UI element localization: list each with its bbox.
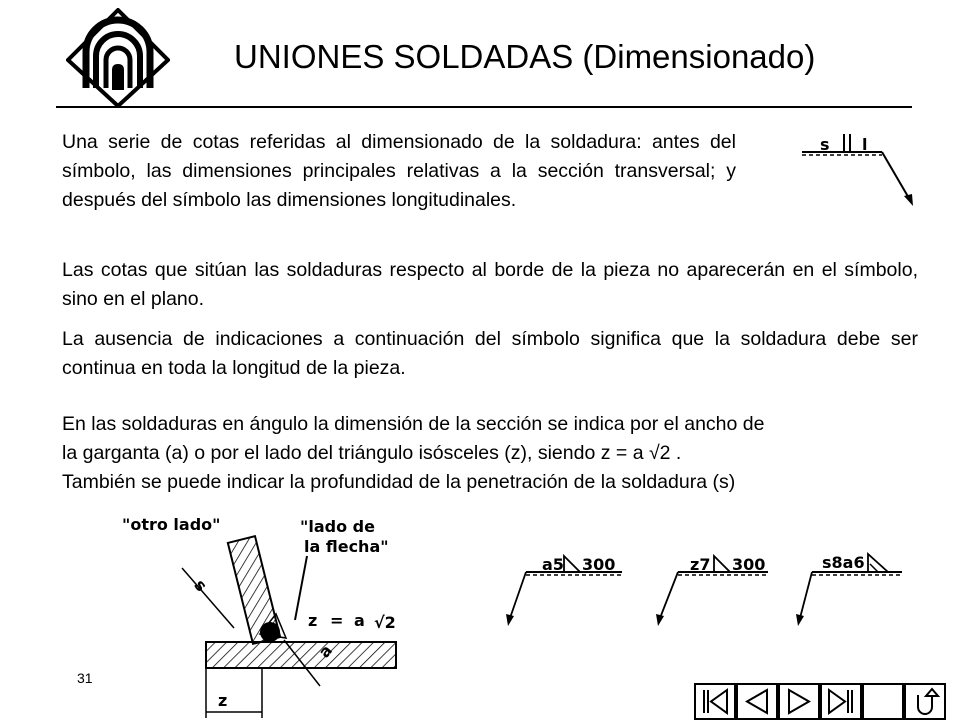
spacer-button bbox=[862, 683, 904, 720]
fillet-weld-section-diagram bbox=[100, 508, 420, 720]
paragraph-dimension-order: Una serie de cotas referidas al dimensionado de la soldadura: antes del símbolo, las dimensiones principales relativas a la sección transversal; y después del símbolo las dimensiones longitudinales. bbox=[62, 131, 736, 211]
fillet-line-1: En las soldaduras en ángulo la dimensión de la sección se indica por el ancho de bbox=[62, 413, 765, 435]
slide-navigation bbox=[694, 683, 948, 720]
example-1-after: 300 bbox=[582, 555, 616, 574]
blank-nav-cell-icon bbox=[862, 683, 904, 720]
formula-sqrt-2: √2 bbox=[374, 613, 396, 632]
next-page-button[interactable] bbox=[778, 683, 820, 720]
example-3-before: s8a6 bbox=[822, 553, 865, 572]
next-page-icon bbox=[778, 683, 820, 720]
first-page-button[interactable] bbox=[694, 683, 736, 720]
fillet-line-2-end: 2 . bbox=[659, 442, 682, 464]
previous-page-button[interactable] bbox=[736, 683, 778, 720]
formula-z: z bbox=[308, 611, 318, 630]
z-dimension-label: z bbox=[218, 691, 228, 710]
example-2-before: z7 bbox=[690, 555, 711, 574]
lado-flecha-label-2: la flecha" bbox=[304, 537, 389, 556]
otro-lado-label: "otro lado" bbox=[122, 515, 221, 534]
example-1-before: a5 bbox=[542, 555, 564, 574]
weld-symbol-example-z7 bbox=[652, 548, 772, 628]
a-dimension-label: a bbox=[314, 641, 337, 662]
top-symbol-l-label: l bbox=[862, 135, 868, 154]
lado-flecha-label-1: "lado de bbox=[300, 517, 375, 536]
fillet-line-2 bbox=[62, 439, 918, 468]
example-2-after: 300 bbox=[732, 555, 766, 574]
paragraph-continuous-weld: La ausencia de indicaciones a continuación del símbolo significa que la soldadura debe ser continua en toda la longitud de la pieza. bbox=[62, 328, 918, 379]
university-arch-logo-icon bbox=[66, 8, 170, 108]
square-root-sign: √ bbox=[648, 442, 660, 464]
return-button[interactable] bbox=[904, 683, 946, 720]
weld-symbol-example-a5 bbox=[506, 548, 626, 628]
title-divider bbox=[56, 106, 912, 108]
fillet-line-2-text: la garganta (a) o por el lado del triángulo isósceles (z), siendo z = a bbox=[62, 442, 649, 464]
page-number: 31 bbox=[77, 670, 93, 686]
return-icon bbox=[904, 683, 946, 720]
top-symbol-s-label: s bbox=[820, 135, 830, 154]
weld-symbol-example-s8a6 bbox=[796, 548, 906, 628]
previous-page-icon bbox=[736, 683, 778, 720]
s-dimension-label: s bbox=[190, 575, 212, 596]
weld-symbol-s-l-diagram bbox=[796, 122, 918, 210]
paragraph-fillet-weld bbox=[62, 410, 918, 497]
formula-a: a bbox=[354, 611, 365, 630]
last-page-button[interactable] bbox=[820, 683, 862, 720]
formula-equals: = bbox=[330, 611, 344, 630]
last-page-icon bbox=[820, 683, 862, 720]
first-page-icon bbox=[694, 683, 736, 720]
page-title: UNIONES SOLDADAS (Dimensionado) bbox=[234, 38, 816, 75]
paragraph-edge-dimensions: Las cotas que sitúan las soldaduras respecto al borde de la pieza no aparecerán en el símbolo, sino en el plano. bbox=[62, 259, 918, 310]
fillet-line-3: También se puede indicar la profundidad de la penetración de la soldadura (s) bbox=[62, 471, 736, 493]
